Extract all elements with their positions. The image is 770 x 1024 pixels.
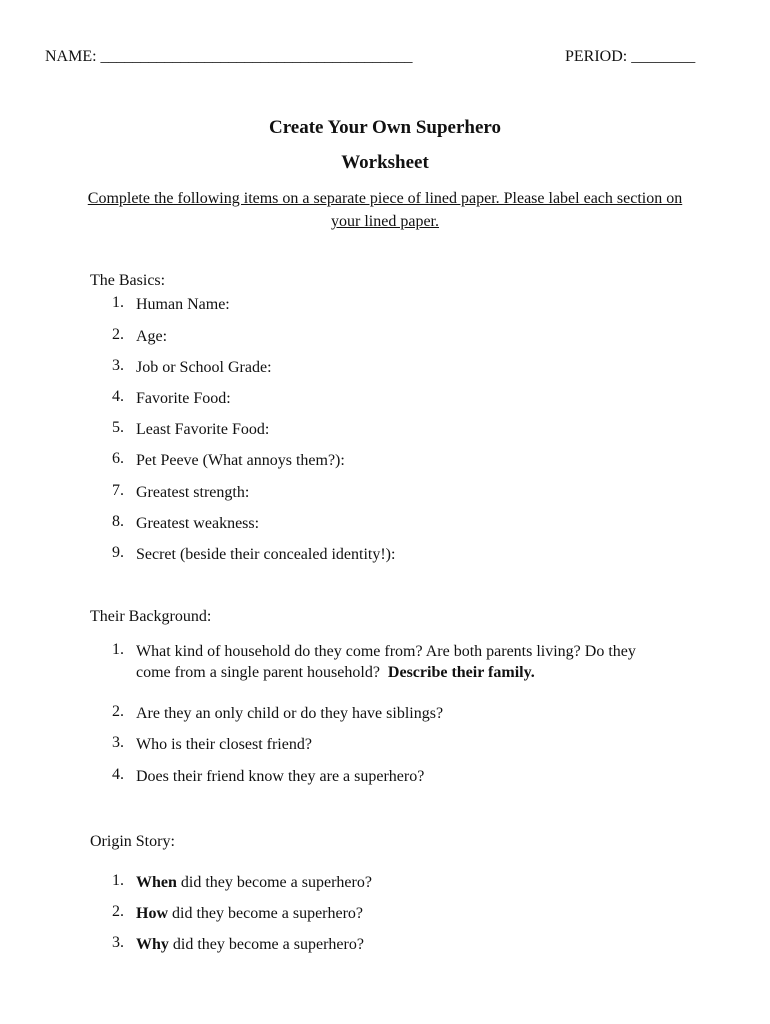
item-number: 3. — [112, 934, 124, 951]
period-field-label: PERIOD: ________ — [565, 48, 696, 65]
item-text-line-1: What kind of household do they come from? Are both parents living? Do they — [136, 643, 636, 660]
item-text: Human Name: — [136, 296, 230, 313]
item-text — [136, 903, 363, 924]
item-number: 7. — [112, 482, 124, 499]
item-text: Are they an only child or do they have siblings? — [136, 705, 444, 722]
item-text-rest: did they become a superhero? — [176, 874, 372, 891]
item-number: 8. — [112, 513, 124, 530]
instructions-line-2: your lined paper. — [331, 213, 439, 230]
item-text: Does their friend know they are a superhero? — [136, 768, 425, 785]
page-title: Create Your Own Superhero — [268, 117, 502, 138]
item-text-emphasis: Describe their family. — [387, 664, 535, 681]
item-number: 1. — [112, 641, 124, 658]
item-text-emphasis: When — [136, 874, 177, 891]
instructions-line-1: Complete the following items on a separate piece of lined paper. Please label each section on — [87, 190, 683, 207]
item-number: 9. — [112, 544, 124, 561]
item-text: Age: — [136, 328, 168, 345]
item-number: 2. — [112, 326, 124, 343]
section-heading-background: Their Background: — [90, 608, 212, 625]
item-text — [136, 934, 364, 955]
item-number: 3. — [112, 734, 124, 751]
item-number: 5. — [112, 419, 124, 436]
item-text: Favorite Food: — [136, 390, 231, 407]
name-field-label: NAME: _______________________________________ — [45, 48, 413, 65]
item-text: Secret (beside their concealed identity!): — [136, 546, 396, 563]
item-text: Least Favorite Food: — [136, 421, 270, 438]
item-number: 2. — [112, 703, 124, 720]
item-text-emphasis: How — [136, 905, 168, 922]
item-number: 6. — [112, 450, 124, 467]
section-heading-origin: Origin Story: — [90, 833, 175, 850]
item-text: Greatest strength: — [136, 484, 250, 501]
item-number: 4. — [112, 388, 124, 405]
section-heading-basics: The Basics: — [90, 272, 166, 289]
item-text-emphasis: Why — [136, 936, 169, 953]
item-text-rest: did they become a superhero? — [168, 936, 364, 953]
item-text: Who is their closest friend? — [136, 736, 312, 753]
item-text: Pet Peeve (What annoys them?): — [136, 452, 345, 469]
item-number: 4. — [112, 766, 124, 783]
item-number: 3. — [112, 357, 124, 374]
item-text — [136, 872, 372, 893]
page-subtitle: Worksheet — [341, 152, 429, 173]
item-number: 2. — [112, 903, 124, 920]
item-text-rest: did they become a superhero? — [168, 905, 364, 922]
item-text: Greatest weakness: — [136, 515, 260, 532]
item-number: 1. — [112, 872, 124, 889]
item-number: 1. — [112, 294, 124, 311]
item-text — [136, 641, 636, 683]
item-text-line-2: come from a single parent household? — [136, 664, 380, 681]
item-text: Job or School Grade: — [136, 359, 272, 376]
